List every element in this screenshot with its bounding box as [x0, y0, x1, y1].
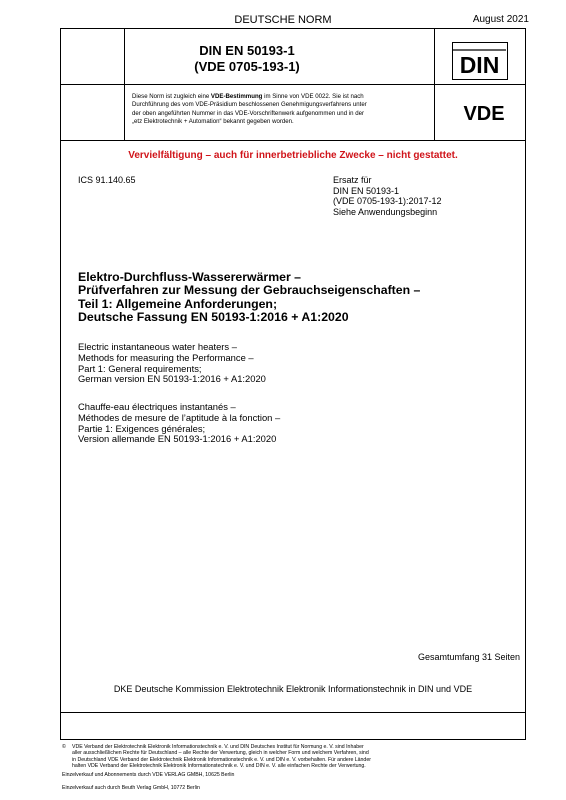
divider-line: [60, 140, 526, 141]
title-line: Méthodes de mesure de l’aptitude à la fonction –: [78, 411, 281, 423]
copyright-line: aller ausschließlichen Rechte für Deutschland – alle Rechte der Verwertung, gleich in welcher Form und welchem Verfahren, sind: [72, 750, 369, 757]
note-text: Durchführung des vom VDE-Präsidium beschlossenen Genehmigungsverfahrens unter: [132, 101, 367, 109]
title-line: Methods for measuring the Performance –: [78, 351, 254, 363]
title-line: German version EN 50193-1:2016 + A1:2020: [78, 373, 266, 385]
reproduction-notice: Vervielfältigung – auch für innerbetriebliche Zwecke – nicht gestattet.: [128, 150, 458, 161]
title-line: Prüfverfahren zur Messung der Gebrauchseigenschaften –: [78, 283, 421, 298]
standard-number: DIN EN 50193-1: [199, 43, 295, 58]
document-type-header: DEUTSCHE NORM: [234, 14, 332, 26]
vde-logo-text: VDE: [463, 103, 505, 123]
ics-code: ICS 91.140.65: [78, 175, 136, 185]
note-text: der oben angeführten Nummer in das VDE-Vorschriftenwerk aufgenommen und in der: [132, 109, 365, 117]
title-french: [78, 402, 280, 445]
vde-approval-note: [132, 93, 428, 126]
replacement-line: Ersatz für: [333, 175, 372, 185]
copyright-line: in Deutschland VDE Verband der Elektrotechnik Elektronik Informationstechnik e. V. und DIN e. V. vorbehalten. Für andere Länder: [72, 756, 371, 763]
note-text: „etz Elektrotechnik + Automation“ bekannt gegeben worden.: [132, 117, 294, 125]
copyright-line: VDE Verband der Elektrotechnik Elektronik Informationstechnik e. V. und DIN Deutsches Institut für Normung e. V. sind Inhaber: [72, 744, 364, 750]
title-line: Teil 1: Allgemeine Anforderungen;: [78, 296, 278, 311]
title-line: Deutsche Fassung EN 50193-1:2016 + A1:2020: [78, 310, 349, 325]
replacement-line: Siehe Anwendungsbeginn: [333, 206, 438, 217]
vde-logo-mark: [452, 103, 516, 123]
note-emphasis: VDE-Bestimmung: [210, 93, 263, 100]
note-text: im Sinne von VDE 0022. Sie ist nach: [262, 93, 364, 100]
title-line: Elektro-Durchfluss-Wassererwärmer –: [78, 270, 302, 284]
divider-line: [60, 84, 526, 85]
title-line: Part 1: General requirements;: [78, 362, 202, 374]
copyright-line: halten VDE Verband der Elektrotechnik Elektronik Informationstechnik e. V. und DIN e. V. alle einfachen Rechte der Verwertung.: [72, 763, 366, 770]
dke-footer: DKE Deutsche Kommission Elektrotechnik Elektronik Informationstechnik in DIN und VDE: [113, 684, 473, 694]
vde-logo: [452, 103, 516, 123]
din-logo-text: DIN: [459, 52, 500, 78]
title-line: Electric instantaneous water heaters –: [78, 341, 237, 352]
title-line: Partie 1: Exigences générales;: [78, 422, 206, 434]
vde-classification-number: (VDE 0705-193-1): [194, 59, 300, 74]
title-german: [78, 271, 518, 325]
din-logo: [452, 42, 508, 80]
replacement-line: DIN EN 50193-1: [333, 185, 400, 196]
standard-identifier: [60, 43, 434, 75]
copyright-symbol: ©: [62, 744, 66, 750]
title-english: [78, 342, 266, 385]
sales-info: Einzelverkauf und Abonnements durch VDE VERLAG GMBH, 10625 Berlin: [62, 772, 235, 778]
replacement-info: [333, 175, 442, 217]
publication-date: August 2021: [472, 14, 529, 25]
title-line: Chauffe-eau électriques instantanés –: [78, 401, 236, 412]
logo-column-divider: [434, 28, 435, 140]
copyright-notice: [62, 744, 524, 770]
din-logo-mark: [453, 43, 506, 78]
note-text: Diese Norm ist zugleich eine: [132, 93, 211, 100]
title-line: Version allemande EN 50193-1:2016 + A1:2020: [78, 433, 277, 445]
page-count: Gesamtumfang 31 Seiten: [417, 652, 520, 662]
divider-line: [60, 712, 526, 713]
sales-info: Einzelverkauf auch durch Beuth Verlag GmbH, 10772 Berlin: [62, 785, 200, 791]
replacement-line: (VDE 0705-193-1):2017-12: [333, 196, 442, 207]
